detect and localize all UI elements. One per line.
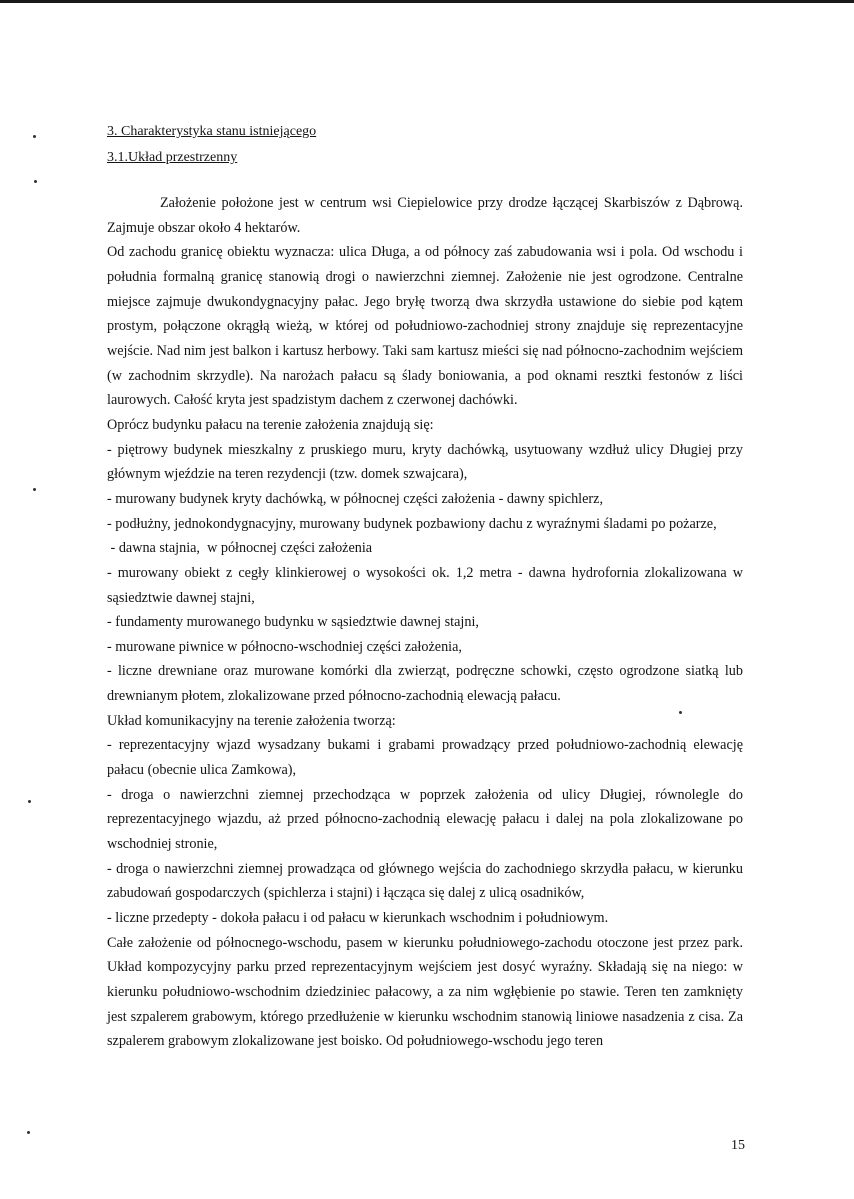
paragraph-park: Całe założenie od północnego-wschodu, pasem w kierunku południowego-zachodu otoczone jest przez park. Układ kompozycyjny parku przed reprezentacyjnym wejściem jest dosyć wyraźny. Składają się na niego: w kierunku południowo-wschodnim dziedziniec pałacowy, a za nim wgłębienie po stawie. Teren ten zamknięty jest szpalerem grabowym, którego przedłużenie w kierunku wschodnim stanowią liniowe nasadzenia z cisa. Za szpalerem grabowym zlokalizowane jest boisko. Od południowego-wschodu jego teren <box>107 934 743 1050</box>
scan-speck <box>33 488 36 491</box>
scan-speck <box>28 800 31 803</box>
list-item: - droga o nawierzchni ziemnej przechodząca w poprzek założenia od ulicy Długiej, równolegle do reprezentacyjnego wjazdu, aż przed północno-zachodnią elewację pałacu i dalej na pola zlokalizowane po wschodniej stronie, <box>107 786 743 853</box>
list-item: - liczne drewniane oraz murowane komórki dla zwierząt, podręczne schowki, często ogrodzone siatką lub drewnianym płotem, zlokalizowane przed północno-zachodnią elewacją pałacu. <box>107 663 743 705</box>
list-item: - murowany budynek kryty dachówką, w północnej części założenia - dawny spichlerz, <box>107 490 603 507</box>
list-item: - reprezentacyjny wjazd wysadzany bukami i grabami prowadzący przed południowo-zachodnią elewację pałacu (obecnie ulica Zamkowa), <box>107 737 743 779</box>
document-body <box>107 191 743 1054</box>
list-item: - liczne przedepty - dokoła pałacu i od pałacu w kierunkach wschodnim i południowym. <box>107 910 609 927</box>
list-item: - fundamenty murowanego budynku w sąsiedztwie dawnej stajni, <box>107 614 479 631</box>
list-item: - dawna stajnia, w północnej części założenia <box>107 540 373 557</box>
list-item: - piętrowy budynek mieszkalny z pruskiego muru, kryty dachówką, usytuowany wzdłuż ulicy Długiej przy głównym wjeździe na teren rezydencji (tzw. domek szwajcara), <box>107 441 743 483</box>
scan-top-edge <box>0 0 854 3</box>
scan-speck <box>34 180 37 183</box>
paragraph-description: Od zachodu granicę obiektu wyznacza: ulica Długa, a od północy zaś zabudowania wsi i pola. Od wschodu i południa formalną granicę stanowią drogi o nawierzchni ziemnej. Założenie nie jest ogrodzone. Centralne miejsce zajmuje dwukondygnacyjny pałac. Jego bryłę tworzą dwa skrzydła ustawione do siebie pod kątem prostym, połączone okrągłą wieżą, w której od południowo-zachodniej strony znajduje się reprezentacyjne wejście. Nad nim jest balkon i kartusz herbowy. Taki sam kartusz mieści się nad północno-zachodnim wejściem (w zachodnim skrzydle). Na narożach pałacu są ślady boniowania, a pod oknami resztki festonów z liści laurowych. Całość kryta jest spadzistym dachem z czerwonej dachówki. <box>107 244 743 409</box>
list-item: - podłużny, jednokondygnacyjny, murowany budynek pozbawiony dachu z wyraźnymi śladami po pożarze, <box>107 515 717 532</box>
page-number: 15 <box>731 1138 745 1153</box>
subsection-heading: 3.1.Układ przestrzenny <box>107 150 238 165</box>
scan-speck <box>33 135 36 138</box>
paragraph-intro: Założenie położone jest w centrum wsi Ciepielowice przy drodze łączącej Skarbiszów z Dąbrową. Zajmuje obszar około 4 hektarów. <box>107 195 743 236</box>
list-item: - murowany obiekt z cegły klinkierowej o wysokości ok. 1,2 metra - dawna hydrofornia zlokalizowana w sąsiedztwie dawnej stajni, <box>107 564 743 606</box>
list-item: - murowane piwnice w północno-wschodniej części założenia, <box>107 638 462 655</box>
paragraph-buildings-intro: Oprócz budynku pałacu na terenie założenia znajdują się: <box>107 416 434 433</box>
section-heading: 3. Charakterystyka stanu istniejącego <box>107 124 317 139</box>
list-item: - droga o nawierzchni ziemnej prowadząca od głównego wejścia do zachodniego skrzydła pałacu, w kierunku zabudowań gospodarczych (spichlerza i stajni) i łącząca się dalej z ulicą osadników, <box>107 860 743 902</box>
paragraph-roads-intro: Układ komunikacyjny na terenie założenia tworzą: <box>107 712 396 729</box>
scan-speck <box>27 1131 30 1134</box>
